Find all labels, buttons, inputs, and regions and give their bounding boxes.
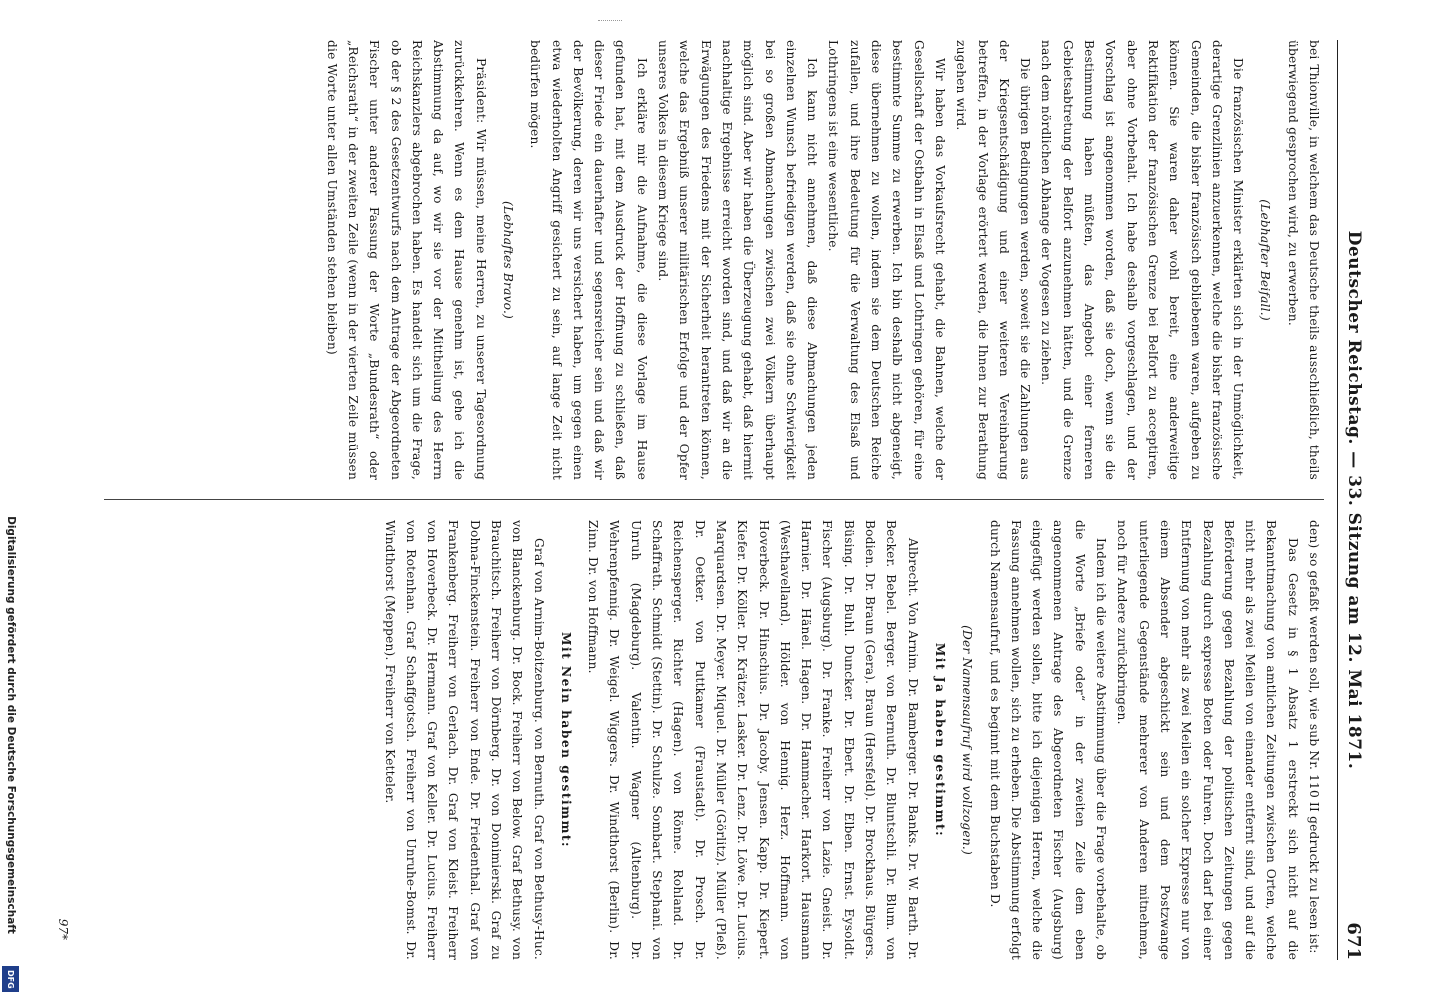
column-divider [104, 499, 1324, 500]
paragraph: Wir haben das Vorkaufsrecht gehabt, die Bahnen, welche der Gesellschaft der Ostbahn in Elsaß und Lothringen gehören, für eine bestimmte Summe zu erwerben. Ich bin deshalb nicht abgeneigt, diese übernehmen zu wollen, indem sie dem Deutschen Reiche zufallen, und ihre Bedeutung für die Verwaltung des Elsaß und Lothringens ist eine wesentliche. [826, 40, 947, 480]
left-column [94, 40, 1324, 480]
quoted-article: Das Gesetz in § 1 Absatz 1 erstreckt sich nicht auf die Bekanntmachung von amtlichen Zeitungen zwischen Orten, welche nicht mehr als zwei Meilen von einander entfernt sind, und auf die Beförderung gegen Bezahlung der politischen Zeitungen gegen Bezahlung durch expresse Boten oder Fuhren. Doch darf bei einer Entfernung von mehr als zwei Meilen ein solcher Expresse nur von einem Absender abgeschickt sein und dem Postzwange unterliegende Gegenstände mehrerer von Anderen mitnehmen, noch für Andere zurückbringen. [1115, 520, 1300, 960]
right-column [94, 520, 1324, 960]
dfg-logo-icon: DFG [2, 966, 19, 992]
running-title: Deutscher Reichstag. — 33. Sitzung am 12. Mai 1871. [1344, 230, 1364, 770]
sheet-signature: 97* [56, 918, 70, 940]
yes-votes-heading: Mit Ja haben gestimmt: [932, 642, 947, 838]
running-header [1337, 40, 1368, 960]
credit-text: Digitalisierung gefördert durch die Deutsche Forschungsgemeinschaft [5, 516, 17, 934]
rotated-page-content [46, 20, 1386, 980]
paragraph: Die übrigen Bedingungen werden, soweit sie die Zahlungen aus der Kriegsentschädigung und einer weiteren Vereinbarung betreffen, in der Vorlage erörtert werden, die Ihnen zur Berathung zugehen wird. [954, 40, 1033, 480]
paragraph: Ich kann nicht annehmen, daß diese Abmachungen jeden einzelnen Wunsch befriedigen werden, daß sie ohne Schwierigkeit bei so großen Abmachungen zwischen zwei Völkern überhaupt möglich sind. Aber wir haben die Überzeugung gehabt, daß hiermit nachhaltige Ergebnisse erreicht worden sind, und daß wir an die Erwägungen des Friedens mit der Sicherheit herantreten können, welche das Ergebniß unserer militärischen Erfolge und der Opfer unseres Volkes in diesem Kriege sind. [656, 40, 820, 480]
digitization-credit [0, 0, 22, 1000]
paragraph: Ich erkläre mir die Aufnahme, die diese Vorlage im Hause gefunden hat, mit dem Ausdruck der Hoffnung zu schließen, daß dieser Friede ein dauerhafter und segensreicher sein und daß wir der Bevölkerung, deren wir uns versichert haben, um gegen einen etwa wiederholten Angriff gesichert zu sein, auf lange Zeit nicht bedürfen mögen. [528, 40, 649, 480]
paragraph: bei Thionville, in welchem das Deutsche theils ausschließlich, theils überwiegend gesprochen wird, zu erwerben. [1285, 40, 1321, 480]
president-paragraph: Präsident: Wir müssen, meine Herren, zu unserer Tagesordnung zurückkehren. Wenn es dem Hause genehm ist, gehe ich die Abstimmung da auf, wo wir sie vor der Mittheilung des Herrn Reichskanzlers abgebrochen haben. Es handelt sich um die Frage, ob der § 2 des Gesetzentwurfs nach dem Antrage der Abgeordneten Fischer unter anderer Fassung der Worte „Bundesrath“ oder „Reichsrath“ in der zweiten Zeile (wenn in der vierten Zeile müssen die Worte unter allen Umständen stehen bleiben) [324, 40, 488, 480]
no-votes-list: Graf von Arnim-Boitzenburg. von Bernuth. Graf von Bethusy-Huc. von Blanckenburg. Dr. Bock. Freiherr von Below. Graf Bethusy. von Brauchitsch. Freiherr von Dörnberg. Dr. von Donimierski. Graf zu Dohna-Finckenstein. Freiherr von Ende. Dr. Friedenthal. Graf von Frankenberg. Freiherr von Gerlach. Dr. Graf von Kleist. Freiherr von Hoverbeck. Dr. Hermann. Graf von Keller. Dr. Lucius. Freiherr von Rotenhan. Graf Schaffgotsch. Freiherr von Unruhe-Bomst. Dr. Windthorst (Meppen). Freiherr von Ketteler. [382, 520, 546, 960]
paragraph: Die französischen Minister erklärten sich in der Unmöglichkeit, derartige Grenzlinien anzuerkennen, welche die bisher französische Gemeinden, die bisher französisch gebliebenen waren, aufgeben zu können. Sie waren daher wohl bereit, eine anderweitige Rektifikation der französischen Grenze bei Belfort zu acceptiren, aber ohne Vorbehalt. Ich habe deshalb vorgeschlagen, und der Vorschlag ist angenommen worden, daß sie doch, wenn sie die Bestimmung haben müßten, das Angebot einer ferneren Gebietsabtretung der Belfort anzunehmen hätten, und die Grenze nach dem nördlichen Abhange der Vogesen zu ziehen. [1039, 40, 1246, 480]
paragraph: den) so gefaßt werden soll, wie sub Nr. 110 II gedruckt zu lesen ist: [1307, 520, 1321, 954]
bravo-note: (Lebhaftes Bravo.) [501, 200, 516, 319]
yes-votes-list: Albrecht. Von Arnim. Dr. Bamberger. Dr. Banks. Dr. W. Barth. Dr. Becker. Bebel. Berger. von Bernuth. Dr. Bluntschli. Dr. Blum. von Bodien. Dr. Braun (Gera). Braun (Hersfeld). Dr. Brockhaus. Bürgers. Büsing. Dr. Buhl. Duncker. Dr. Ebert. Dr. Elben. Ernst. Eysoldt. Fischer (Augsburg). Dr. Franke. Freiherr von Lazie. Gneist. Dr. Harnier. Dr. Hänel. Hagen. Dr. Hammacher. Harkort. Hausmann (Westhavelland). Hölder. von Hennig. Herz. Hoffmann. von Hoverbeck. Dr. Hinschius. Dr. Jacoby. Jensen. Kapp. Dr. Kiepert. Kiefer. Dr. Köller. Dr. Krätzer. Lasker. Dr. Lenz. Dr. Löwe. Dr. Lucius. Marquardsen. Dr. Meyer. Miquel. Dr. Müller (Görlitz). Müller (Pleß). Dr. Oetker. von Puttkamer (Fraustadt). Dr. Prosch. Dr. Reichensperger. Richter (Hagen). von Rönne. Rohland. Dr. Schaffrath. Schmidt (Stettin). Dr. Schulze. Sombart. Stephani. von Unruh (Magdeburg). Valentin. Wagner (Altenburg). Dr. Wehrenpfennig. Dr. Weigel. Wiggers. Dr. Windthorst (Berlin). Dr. Zinn. Dr. von Hoffmann. [586, 520, 920, 960]
paragraph: Indem ich die weitere Abstimmung über die Frage vorbehalte, ob die Worte „Briefe oder“ in der zweiten Zeile dem eben angenommenen Antrage des Abgeordneten Fischer (Augsburg) eingefügt werden sollen, bitte ich diejenigen Herren, welche die Fassung annehmen wollen, sich zu erheben. Die Abstimmung erfolgt durch Namensaufruf, und es beginnt mit dem Buchstaben D. [987, 520, 1109, 960]
page-number: 671 [1343, 922, 1364, 960]
applause-note: (Lebhafter Beifall.) [1258, 199, 1273, 321]
rollcall-note: (Der Namensaufruf wird vollzogen.) [960, 625, 975, 855]
no-votes-heading: Mit Nein haben gestimmt: [558, 631, 573, 849]
